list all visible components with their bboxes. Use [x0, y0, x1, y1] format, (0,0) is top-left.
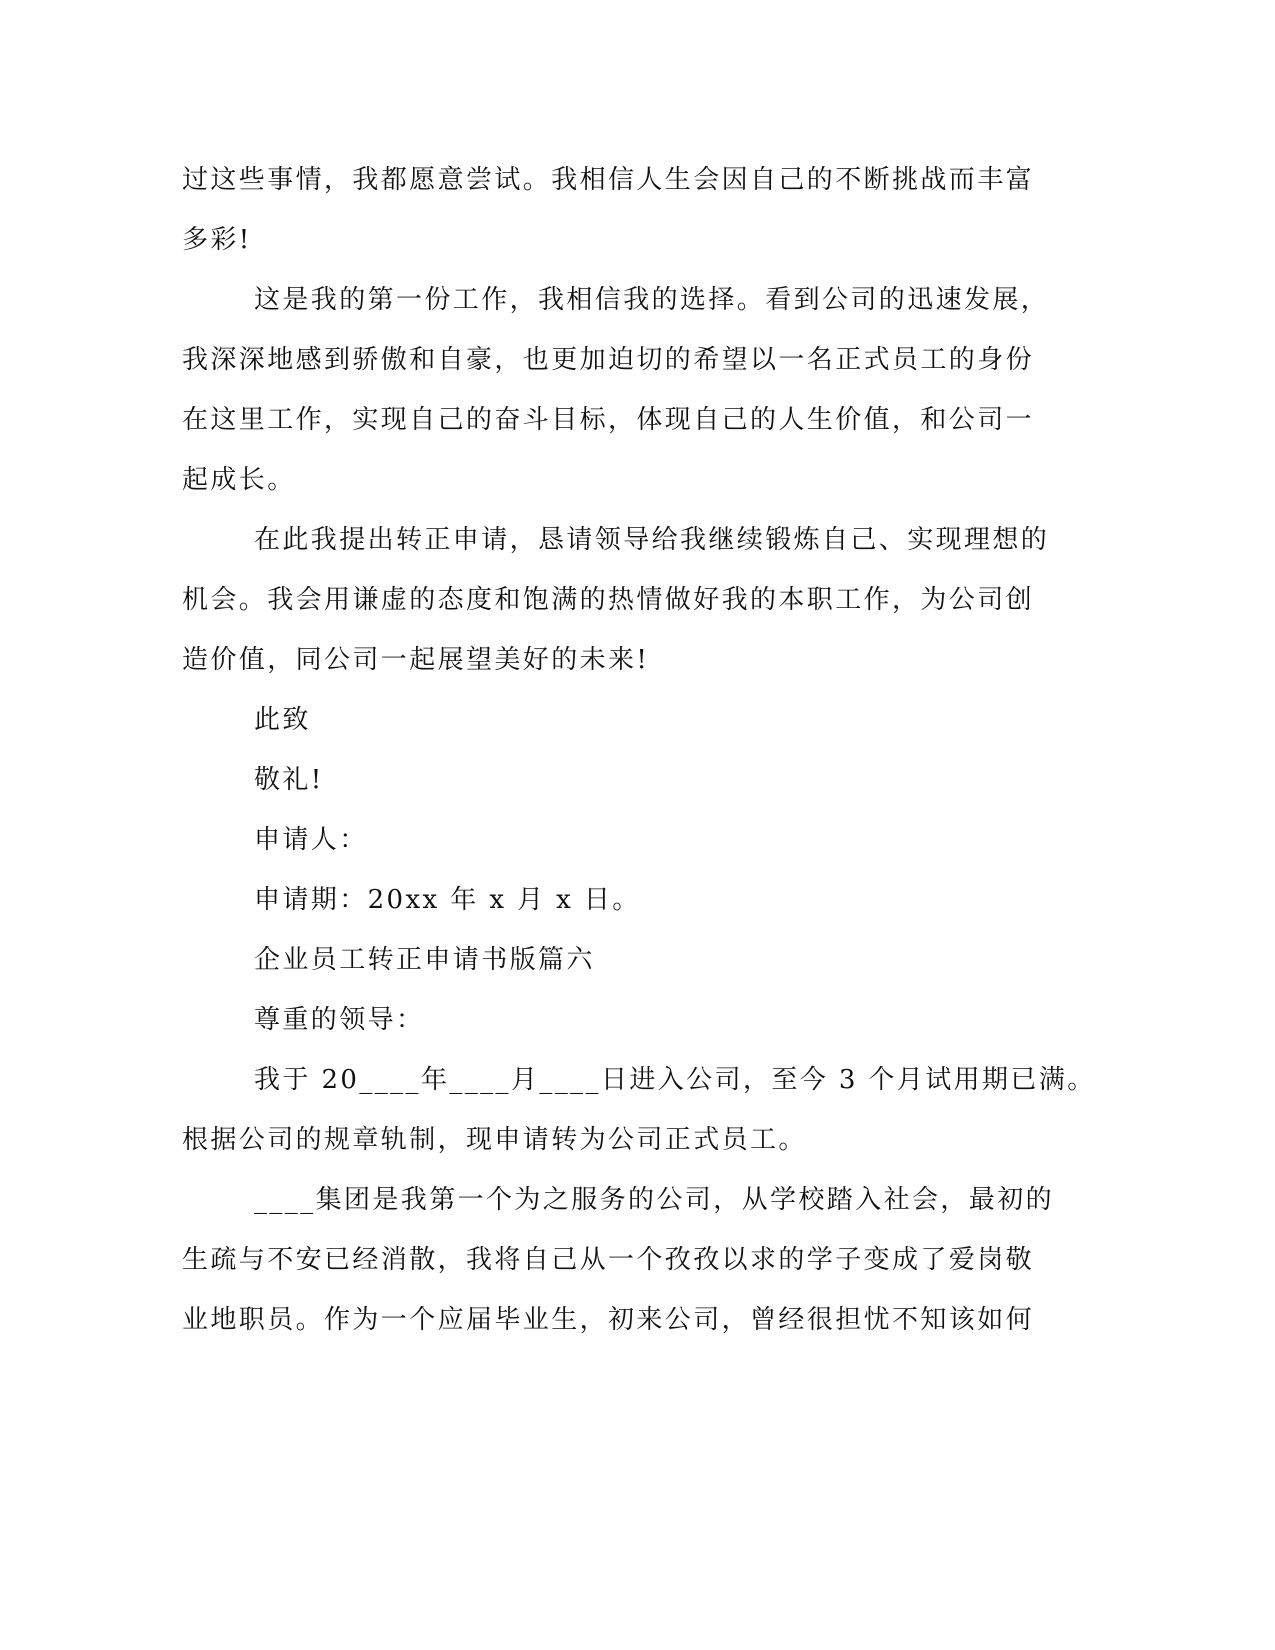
text-line: 起成长。 — [182, 465, 296, 495]
paragraph-start: 这是我的第一份工作，我相信我的选择。看到公司的迅速发展， — [254, 285, 1050, 315]
text-line: 生疏与不安已经消散，我将自己从一个孜孜以求的学子变成了爱岗敬 — [182, 1245, 1035, 1275]
text-line: 根据公司的规章轨制，现申请转为公司正式员工。 — [182, 1125, 807, 1155]
paragraph-start: 我于 20____年____月____日进入公司，至今 3 个月试用期已满。 — [254, 1065, 1096, 1095]
text-line: 多彩! — [182, 225, 252, 255]
text-line: 在这里工作，实现自己的奋斗目标，体现自己的人生价值，和公司一 — [182, 405, 1035, 435]
paragraph-start: ____集团是我第一个为之服务的公司，从学校踏入社会，最初的 — [254, 1185, 1055, 1215]
paragraph-start: 在此我提出转正申请，恳请领导给我继续锻炼自己、实现理想的 — [254, 525, 1050, 555]
text-line: 过这些事情，我都愿意尝试。我相信人生会因自己的不断挑战而丰富 — [182, 165, 1035, 195]
application-date: 申请期：20xx 年 x 月 x 日。 — [254, 885, 641, 915]
document-page — [182, 150, 1096, 1350]
section-title: 企业员工转正申请书版篇六 — [254, 945, 595, 975]
text-line: 造价值，同公司一起展望美好的未来! — [182, 645, 650, 675]
text-line: 机会。我会用谦虚的态度和饱满的热情做好我的本职工作，为公司创 — [182, 585, 1035, 615]
closing-salutation: 此致 — [254, 705, 311, 735]
closing-regards: 敬礼! — [254, 765, 324, 795]
greeting: 尊重的领导： — [254, 1005, 425, 1035]
text-line: 业地职员。作为一个应届毕业生，初来公司，曾经很担忧不知该如何 — [182, 1305, 1035, 1335]
text-line: 我深深地感到骄傲和自豪，也更加迫切的希望以一名正式员工的身份 — [182, 345, 1035, 375]
applicant-label: 申请人： — [254, 825, 368, 855]
